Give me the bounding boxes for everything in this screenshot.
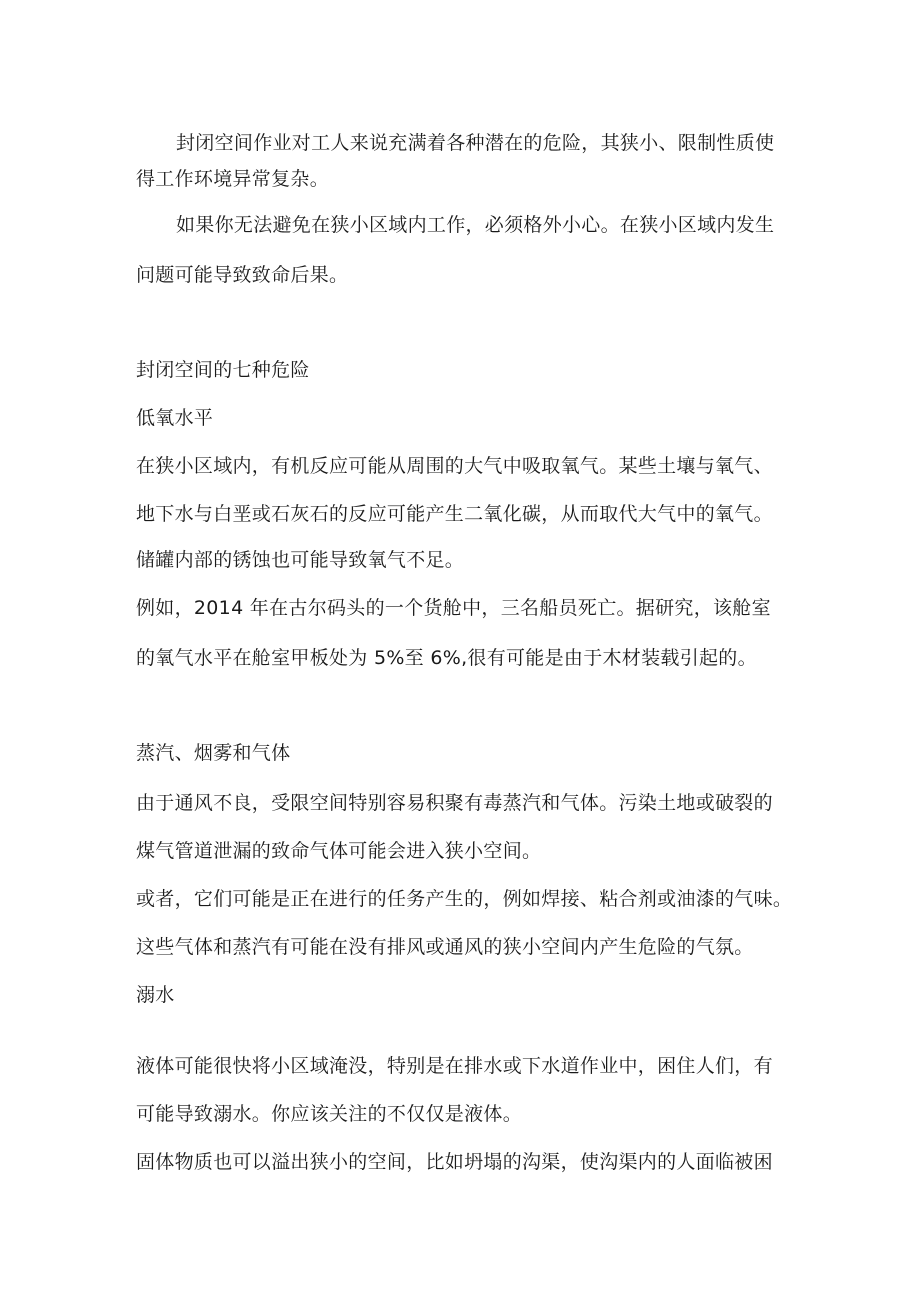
oxygen-line-3: 储罐内部的锈蚀也可能导致氧气不足。: [136, 549, 465, 571]
gases-line-2: 煤气管道泄漏的致命气体可能会进入狭小空间。: [136, 840, 542, 862]
drowning-line-2: 可能导致溺水。你应该关注的不仅仅是液体。: [136, 1103, 523, 1125]
main-heading: 封闭空间的七种危险: [136, 359, 310, 381]
drowning-line-3: 固体物质也可以溢出狭小的空间，比如坍塌的沟渠，使沟渠内的人面临被困: [136, 1151, 773, 1173]
section-heading-gases: 蒸汽、烟雾和气体: [136, 742, 291, 764]
intro-paragraph-2-line-1: 如果你无法避免在狭小区域内工作，必须格外小心。在狭小区域内发生: [176, 214, 775, 236]
oxygen-line-4: 例如，2014 年在古尔码头的一个货舱中，三名船员死亡。据研究，该舱室: [136, 597, 771, 619]
oxygen-line-5: 的氧气水平在舱室甲板处为 5%至 6%,很有可能是由于木材装载引起的。: [136, 647, 757, 669]
section-heading-drowning: 溺水: [136, 984, 175, 1006]
drowning-line-1: 液体可能很快将小区域淹没，特别是在排水或下水道作业中，困住人们，有: [136, 1055, 773, 1077]
oxygen-line-2: 地下水与白垩或石灰石的反应可能产生二氧化碳，从而取代大气中的氧气。: [136, 503, 773, 525]
intro-paragraph-2-line-2: 问题可能导致致命后果。: [136, 264, 349, 286]
section-heading-oxygen: 低氧水平: [136, 407, 214, 429]
oxygen-line-1: 在狭小区域内，有机反应可能从周围的大气中吸取氧气。某些土壤与氧气、: [136, 455, 773, 477]
intro-paragraph-1-line-1: 封闭空间作业对工人来说充满着各种潜在的危险，其狭小、限制性质使: [176, 132, 775, 154]
gases-line-3: 或者，它们可能是正在进行的任务产生的，例如焊接、粘合剂或油漆的气味。: [136, 888, 793, 910]
intro-paragraph-1-line-2: 得工作环境异常复杂。: [136, 168, 330, 190]
gases-line-4: 这些气体和蒸汽有可能在没有排风或通风的狭小空间内产生危险的气氛。: [136, 936, 754, 958]
gases-line-1: 由于通风不良，受限空间特别容易积聚有毒蒸汽和气体。污染土地或破裂的: [136, 792, 773, 814]
